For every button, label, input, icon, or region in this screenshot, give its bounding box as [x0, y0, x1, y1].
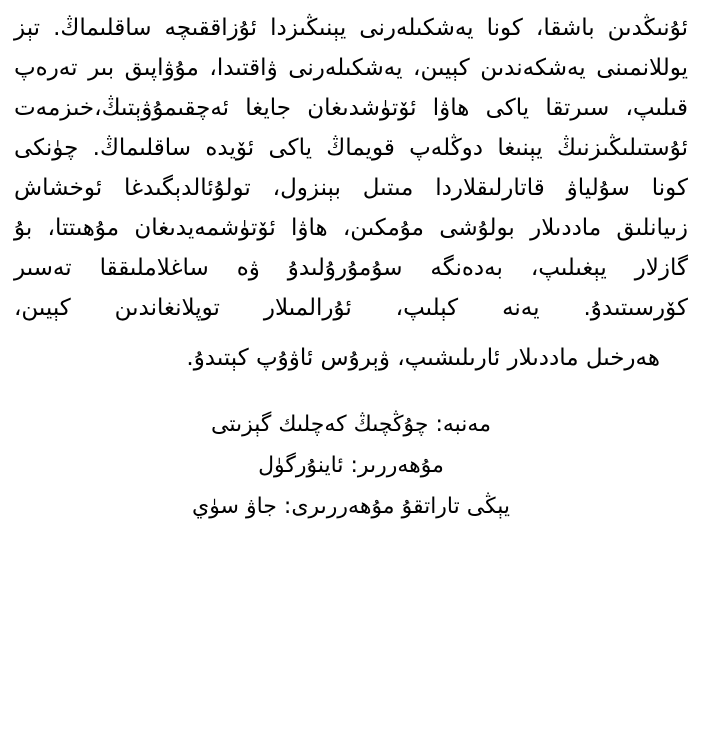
credit-editor: مۇھەررىر: ئاينۇرگۈل [258, 453, 444, 478]
credits-block [14, 404, 688, 527]
credit-new-media-editor: يېڭى تاراتقۇ مۇھەررىرى: جاۋ سۈي [191, 494, 511, 519]
credit-source: مەنبە: چۇڭچىڭ كەچلىك گېزىتى [210, 412, 492, 437]
main-paragraph: ئۇنىڭدىن باشقا، كونا يەشكىلەرنى يېنىڭىزدا ئۇزاققىچە ساقلىماڭ. تېز يوللانمىنى يەشكەندىن كېيىن، يەشكىلەرنى ۋاقتىدا، مۇۋاپىق بىر تەرەپ قىلىپ، سىرتقا ياكى ھاۋا ئۆتۈشدىغان جايغا ئەچقىمۇۋېتىڭ،خىزمەت ئۇستىلىڭىزنىڭ يېنىغا دوڭلەپ قويماڭ ياكى ئۆيدە ساقلىماڭ. چۈنكى كونا سۇلياۋ قاتارلىقلاردا مىتىل بېنزول، تولۇئالدېگىدغا ئوخشاش زىيانلىق ماددىلار بولۇشى مۇمكىن، ھاۋا ئۆتۈشمەيدىغان مۇھىتتا، بۇ گازلار يېغىلىپ، بەدەنگە سۇمۇرۇلىدۇ ۋە ساغلاملىققا تەسىر كۆرسىتىدۇ. يەنە كېلىپ، ئۇرالمىلار توپلانغاندىن كېيىن، [14, 15, 688, 321]
second-paragraph: ھەرخىل ماددىلار ئارىلىشىپ، ۋېرۇس ئاۋۇپ كېتىدۇ. [186, 345, 660, 371]
